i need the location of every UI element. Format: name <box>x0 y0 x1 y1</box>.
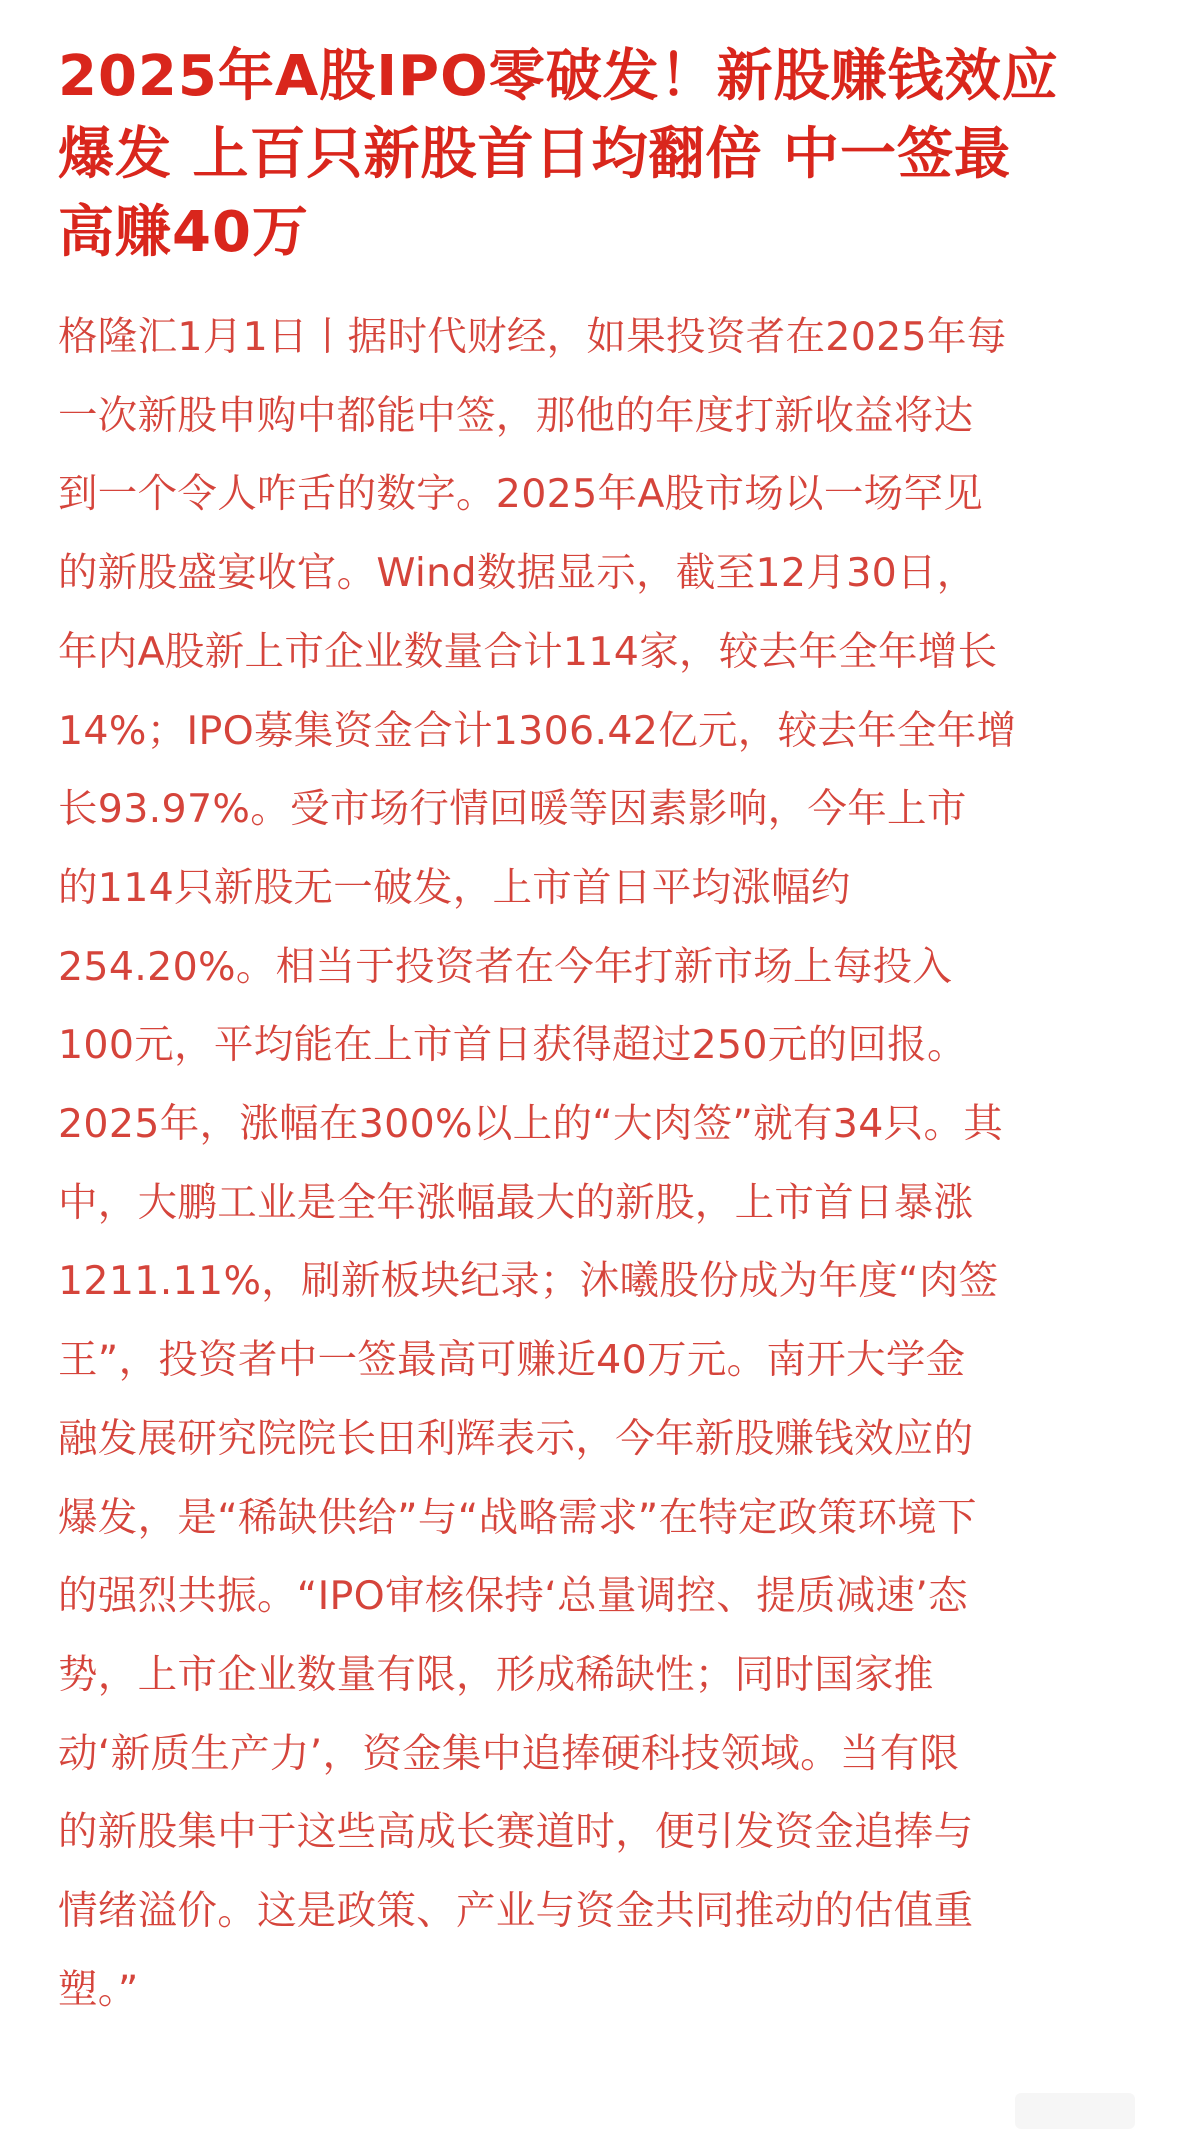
body-line: 的新股盛宴收官。Wind数据显示，截至12月30日， <box>58 550 977 597</box>
body-line: 中，大鹏工业是全年涨幅最大的新股，上市首日暴涨 <box>58 1179 974 1226</box>
body-line: 1211.11%，刷新板块纪录；沐曦股份成为年度“肉签 <box>58 1258 999 1305</box>
body-line: 到一个令人咋舌的数字。2025年A股市场以一场罕见 <box>58 471 984 518</box>
body-line: 的新股集中于这些高成长赛道时，便引发资金追捧与 <box>58 1809 974 1856</box>
watermark <box>1015 2093 1135 2129</box>
body-line: 爆发，是“稀缺供给”与“战略需求”在特定政策环境下 <box>58 1494 977 1541</box>
title-line: 2025年A股IPO零破发！新股赚钱效应 <box>58 44 1059 109</box>
article-title <box>58 38 1124 272</box>
body-line: 融发展研究院院长田利辉表示，今年新股赚钱效应的 <box>58 1415 974 1462</box>
body-line: 塑。” <box>58 1966 139 2013</box>
body-line: 的强烈共振。“IPO审核保持‘总量调控、提质减速’态 <box>58 1573 968 1620</box>
body-line: 14%；IPO募集资金合计1306.42亿元，较去年全年增 <box>58 707 1017 754</box>
body-line: 年内A股新上市企业数量合计114家，较去年全年增长 <box>58 628 998 675</box>
body-line: 势，上市企业数量有限，形成稀缺性；同时国家推 <box>58 1651 934 1698</box>
title-line: 爆发 上百只新股首日均翻倍 中一签最 <box>58 122 1011 187</box>
body-line: 一次新股申购中都能中签，那他的年度打新收益将达 <box>58 392 974 439</box>
body-line: 2025年，涨幅在300%以上的“大肉签”就有34只。其 <box>58 1101 1004 1148</box>
article <box>58 38 1124 2029</box>
body-line: 的114只新股无一破发，上市首日平均涨幅约 <box>58 864 851 911</box>
body-line: 长93.97%。受市场行情回暖等因素影响，今年上市 <box>58 786 967 833</box>
body-line: 254.20%。相当于投资者在今年打新市场上每投入 <box>58 943 953 990</box>
body-line: 王”，投资者中一签最高可赚近40万元。南开大学金 <box>58 1337 966 1384</box>
body-line: 格隆汇1月1日丨据时代财经，如果投资者在2025年每 <box>58 314 1007 360</box>
body-line: 动‘新质生产力’，资金集中追捧硬科技领域。当有限 <box>58 1730 960 1777</box>
title-line: 高赚40万 <box>58 200 309 265</box>
body-line: 100元，平均能在上市首日获得超过250元的回报。 <box>58 1022 967 1069</box>
article-body <box>58 298 1124 2029</box>
body-line: 情绪溢价。这是政策、产业与资金共同推动的估值重 <box>58 1888 974 1935</box>
